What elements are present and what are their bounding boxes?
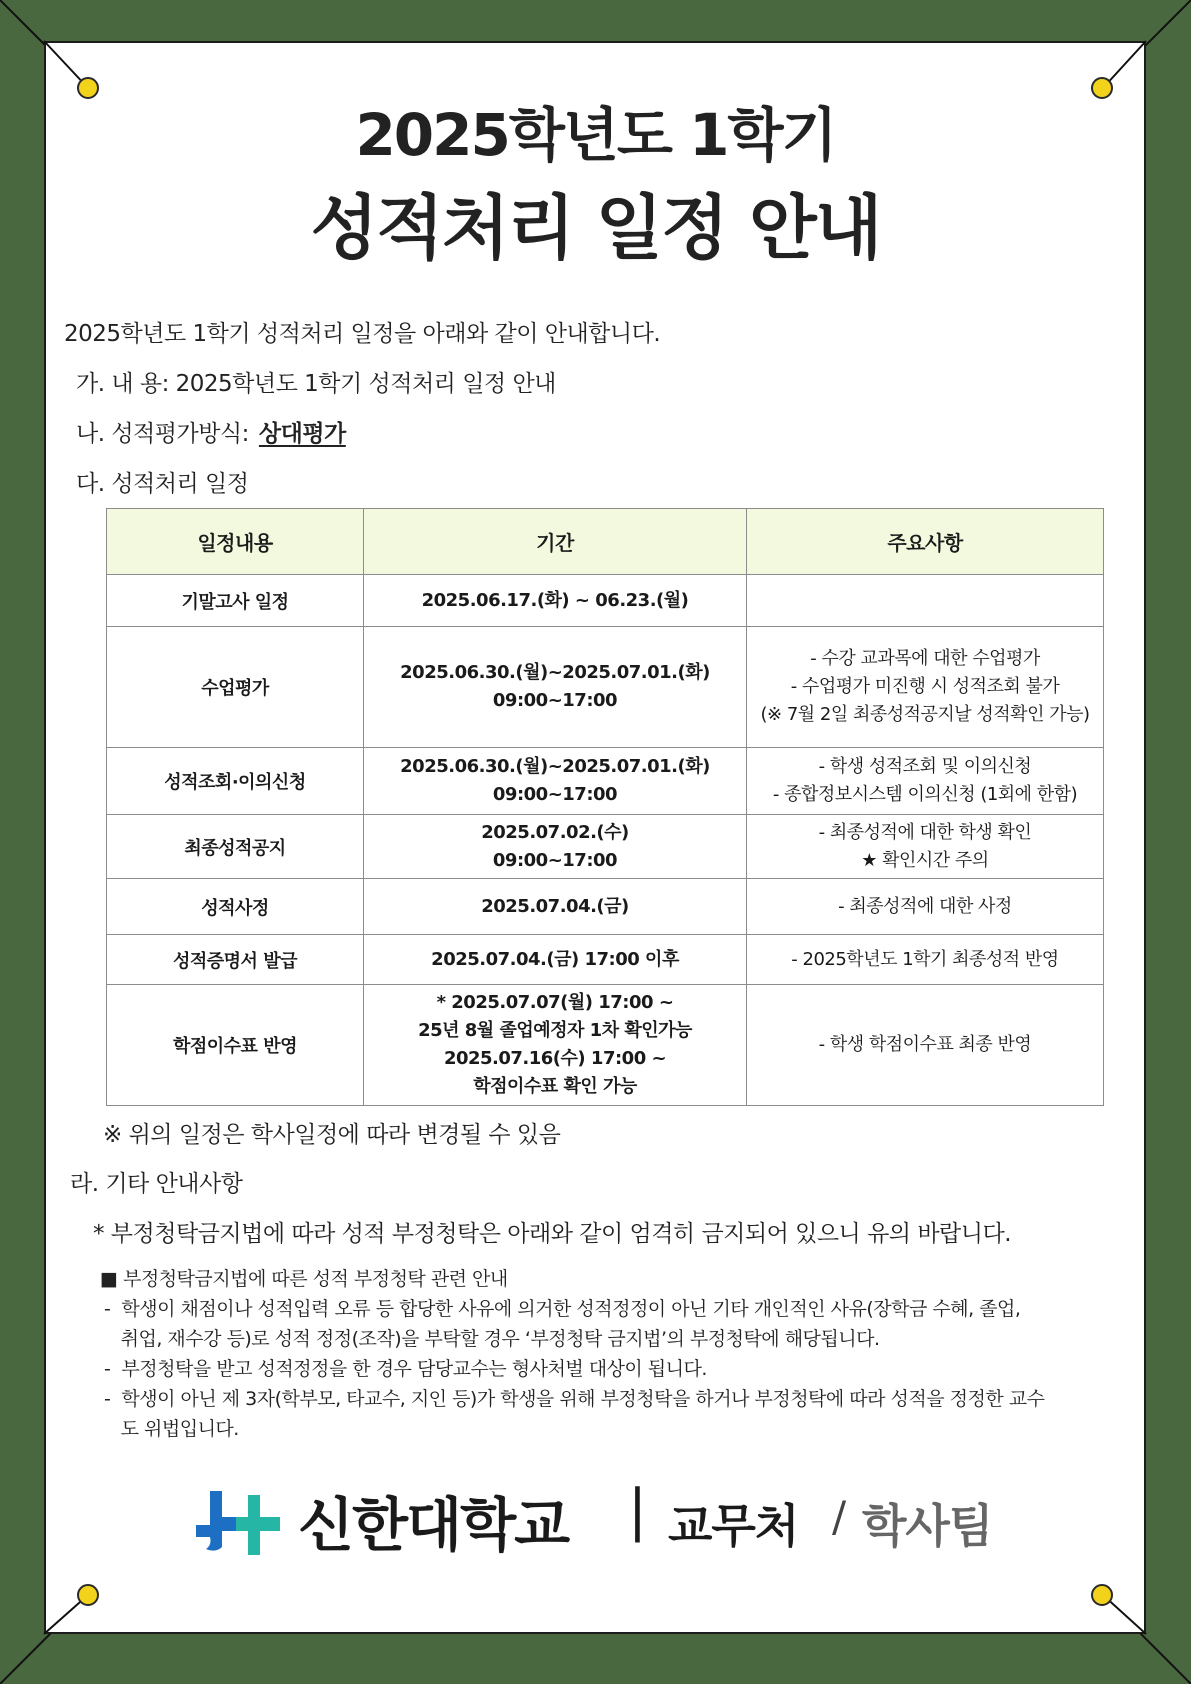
schedule-name: 성적조회·이의신청 — [107, 748, 364, 815]
notice-line: - 학생이 채점이나 성적입력 오류 등 합당한 사유에 의거한 성적정정이 아닌 기타 개인적인 사유(장학금 수혜, 졸업, — [104, 1298, 1021, 1320]
item-ga: 가. 내 용: 2025학년도 1학기 성적처리 일정 안내 — [76, 371, 556, 397]
schedule-notes: - 2025학년도 1학기 최종성적 반영 — [747, 935, 1104, 985]
warning-text: * 부정청탁금지법에 따라 성적 부정청탁은 아래와 같이 엄격히 금지되어 있으니 유의 바랍니다. — [93, 1221, 1012, 1247]
schedule-period: 2025.06.30.(월)~2025.07.01.(화) 09:00~17:00 — [364, 748, 747, 815]
table-header: 기간 — [364, 509, 747, 575]
table-row — [107, 985, 1104, 1106]
schedule-name: 최종성적공지 — [107, 815, 364, 879]
notice-line: - 부정청탁을 받고 성적정정을 한 경우 담당교수는 형사처벌 대상이 됩니다. — [104, 1358, 707, 1380]
table-header: 주요사항 — [747, 509, 1104, 575]
schedule-table — [106, 508, 1104, 1106]
table-note: ※ 위의 일정은 학사일정에 따라 변경될 수 있음 — [103, 1122, 561, 1148]
schedule-name: 수업평가 — [107, 627, 364, 748]
pin-bottom-left-icon — [77, 1584, 99, 1606]
office-name: 교무처 — [668, 1499, 799, 1553]
pin-bottom-right-icon — [1091, 1584, 1113, 1606]
schedule-period: 2025.07.04.(금) 17:00 이후 — [364, 935, 747, 985]
footer-separator: | — [628, 1478, 647, 1543]
evaluation-method: 상대평가 — [258, 421, 346, 447]
table-row — [107, 879, 1104, 935]
item-ra: 라. 기타 안내사항 — [70, 1171, 243, 1197]
notice-heading: ■ 부정청탁금지법에 따른 성적 부정청탁 관련 안내 — [100, 1268, 508, 1290]
table-row — [107, 935, 1104, 985]
table-row — [107, 815, 1104, 879]
schedule-notes: - 수강 교과목에 대한 수업평가 - 수업평가 미진행 시 성적조회 불가 (※ 7월 2일 최종성적공지날 성적확인 가능) — [747, 627, 1104, 748]
schedule-name: 성적사정 — [107, 879, 364, 935]
schedule-name: 학점이수표 반영 — [107, 985, 364, 1106]
notice-line: 도 위법입니다. — [104, 1418, 239, 1440]
schedule-period: 2025.07.02.(수) 09:00~17:00 — [364, 815, 747, 879]
schedule-period: * 2025.07.07(월) 17:00 ~ 25년 8월 졸업예정자 1차 확인가능 2025.07.16(수) 17:00 ~ 학점이수표 확인 가능 — [364, 985, 747, 1106]
item-da: 다. 성적처리 일정 — [76, 471, 249, 497]
notice-line: 취업, 재수강 등)로 성적 정정(조작)을 부탁할 경우 ‘부정청탁 금지법’의 부정청탁에 해당됩니다. — [104, 1328, 880, 1350]
intro-text: 2025학년도 1학기 성적처리 일정을 아래와 같이 안내합니다. — [64, 321, 661, 347]
university-logo-icon — [196, 1487, 280, 1559]
table-row — [107, 627, 1104, 748]
schedule-notes: - 학생 학점이수표 최종 반영 — [747, 985, 1104, 1106]
schedule-name: 기말고사 일정 — [107, 575, 364, 627]
table-row — [107, 575, 1104, 627]
item-na — [76, 415, 346, 448]
schedule-notes: - 학생 성적조회 및 이의신청 - 종합정보시스템 이의신청 (1회에 한함) — [747, 748, 1104, 815]
schedule-period: 2025.06.17.(화) ~ 06.23.(월) — [364, 575, 747, 627]
team-name: 학사팀 — [862, 1499, 993, 1553]
university-name: 신한대학교 — [298, 1491, 569, 1559]
footer-slash: / — [832, 1492, 847, 1541]
table-row — [107, 748, 1104, 815]
page-title-year: 2025학년도 1학기 — [355, 101, 836, 169]
schedule-period: 2025.06.30.(월)~2025.07.01.(화) 09:00~17:00 — [364, 627, 747, 748]
schedule-notes: - 최종성적에 대한 사정 — [747, 879, 1104, 935]
table-header-row — [107, 509, 1104, 575]
table-header: 일정내용 — [107, 509, 364, 575]
schedule-notes: - 최종성적에 대한 학생 확인 ★ 확인시간 주의 — [747, 815, 1104, 879]
schedule-notes — [747, 575, 1104, 627]
schedule-name: 성적증명서 발급 — [107, 935, 364, 985]
item-na-label: 나. 성적평가방식: — [76, 421, 249, 447]
schedule-period: 2025.07.04.(금) — [364, 879, 747, 935]
notice-line: - 학생이 아닌 제 3자(학부모, 타교수, 지인 등)가 학생을 위해 부정청탁을 하거나 부정청탁에 따라 성적을 정정한 교수 — [104, 1388, 1045, 1410]
page-title: 성적처리 일정 안내 — [310, 187, 881, 269]
